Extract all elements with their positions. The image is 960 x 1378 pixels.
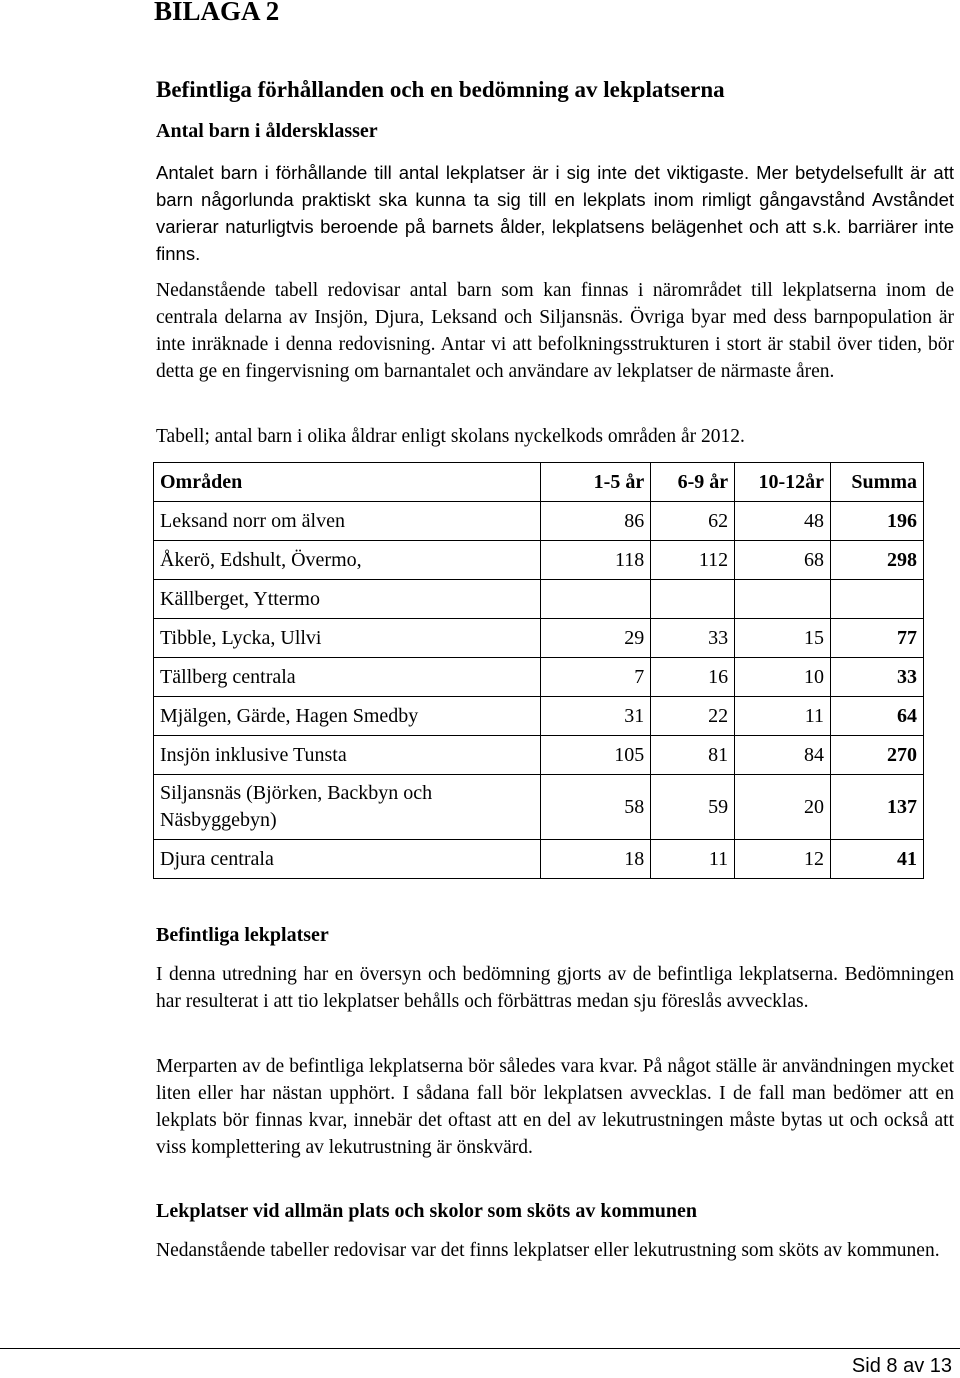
area-cell: Källberget, Yttermo	[154, 580, 541, 619]
age-1-5-cell: 86	[541, 502, 651, 541]
age-6-9-cell: 11	[651, 840, 735, 879]
table-description-paragraph: Nedanstående tabell redovisar antal barn som kan finnas i närområdet till lekplatserna inom de centrala delarna av Insjön, Djura, Leksand och Siljansnäs. Övriga byar med dess barnpopulation är inte inräknade i denna redovisning. Antar vi att befolkningsstrukturen i stort är stabil över tiden, bör detta ge en fingervisning om barnantalet och användare av lekplatser de närmaste åren.	[156, 280, 954, 382]
table-row	[154, 541, 924, 580]
age-10-12-cell: 10	[735, 658, 831, 697]
age-6-9-cell	[651, 580, 735, 619]
sum-cell	[831, 580, 924, 619]
header-age-10-12: 10-12år	[735, 463, 831, 502]
age-6-9-cell: 59	[651, 775, 735, 840]
existing-playgrounds-heading: Befintliga lekplatser	[156, 924, 329, 946]
area-cell: Tibble, Lycka, Ullvi	[154, 619, 541, 658]
age-1-5-cell: 118	[541, 541, 651, 580]
age-6-9-cell: 62	[651, 502, 735, 541]
table-header-row	[154, 463, 924, 502]
age-1-5-cell: 29	[541, 619, 651, 658]
age-10-12-cell: 12	[735, 840, 831, 879]
age-10-12-cell: 68	[735, 541, 831, 580]
age-6-9-cell: 112	[651, 541, 735, 580]
age-1-5-cell: 18	[541, 840, 651, 879]
sum-cell: 137	[831, 775, 924, 840]
table-caption: Tabell; antal barn i olika åldrar enligt skolans nyckelkods områden år 2012.	[156, 426, 745, 447]
age-10-12-cell: 11	[735, 697, 831, 736]
children-by-age-table	[153, 462, 924, 879]
sum-cell: 33	[831, 658, 924, 697]
area-cell: Djura centrala	[154, 840, 541, 879]
table-row	[154, 619, 924, 658]
sum-cell: 270	[831, 736, 924, 775]
age-10-12-cell: 48	[735, 502, 831, 541]
age-6-9-cell: 33	[651, 619, 735, 658]
age-10-12-cell: 84	[735, 736, 831, 775]
age-1-5-cell: 105	[541, 736, 651, 775]
appendix-title: BILAGA 2	[154, 0, 280, 26]
age-classes-heading: Antal barn i åldersklasser	[156, 120, 378, 142]
age-10-12-cell	[735, 580, 831, 619]
header-sum: Summa	[831, 463, 924, 502]
intro-paragraph: Antalet barn i förhållande till antal lekplatser är i sig inte det viktigaste. Mer betydelsefullt är att barn någorlunda praktiskt ska kunna ta sig till en lekplats inom rimligt gångavstånd Avståndet varierar naturligtvis beroende på barnets ålder, lekplatsens belägenhet och att s.k. barriärer inte finns.	[156, 162, 954, 264]
area-cell: Mjälgen, Gärde, Hagen Smedby	[154, 697, 541, 736]
table-row	[154, 658, 924, 697]
header-areas: Områden	[154, 463, 541, 502]
area-cell: Siljansnäs (Björken, Backbyn och Näsbyggebyn)	[154, 775, 541, 840]
age-1-5-cell: 58	[541, 775, 651, 840]
table-row	[154, 502, 924, 541]
table-row	[154, 840, 924, 879]
sum-cell: 196	[831, 502, 924, 541]
area-cell: Åkerö, Edshult, Övermo,	[154, 541, 541, 580]
area-cell: Tällberg centrala	[154, 658, 541, 697]
table-row	[154, 580, 924, 619]
age-1-5-cell: 31	[541, 697, 651, 736]
age-6-9-cell: 16	[651, 658, 735, 697]
footer-divider	[0, 1348, 960, 1349]
header-age-6-9: 6-9 år	[651, 463, 735, 502]
existing-paragraph-2: Merparten av de befintliga lekplatserna bör således vara kvar. På något ställe är användningen mycket liten eller har nästan upphört. I sådana fall bör lekplatsen avvecklas. I de fall man bedömer att en lekplats bör finnas kvar, innebär det oftast att en del av lekutrustningen måste bytas ut och också att viss komplettering av lekutrustning är önskvärd.	[156, 1056, 954, 1158]
table-row	[154, 775, 924, 840]
sum-cell: 77	[831, 619, 924, 658]
existing-paragraph-1: I denna utredning har en översyn och bedömning gjorts av de befintliga lekplatserna. Bedömningen har resulterat i att tio lekplatser behålls och förbättras medan sju föreslås avvecklas.	[156, 964, 954, 1012]
age-1-5-cell: 7	[541, 658, 651, 697]
page-number: Sid 8 av 13	[851, 1355, 952, 1377]
sum-cell: 64	[831, 697, 924, 736]
age-6-9-cell: 22	[651, 697, 735, 736]
header-age-1-5: 1-5 år	[541, 463, 651, 502]
table-row	[154, 736, 924, 775]
main-heading: Befintliga förhållanden och en bedömning av lekplatserna	[156, 77, 725, 102]
table-row	[154, 697, 924, 736]
area-cell: Leksand norr om älven	[154, 502, 541, 541]
age-10-12-cell: 20	[735, 775, 831, 840]
age-1-5-cell	[541, 580, 651, 619]
sum-cell: 298	[831, 541, 924, 580]
age-10-12-cell: 15	[735, 619, 831, 658]
public-playgrounds-heading: Lekplatser vid allmän plats och skolor som sköts av kommunen	[156, 1200, 698, 1222]
public-paragraph: Nedanstående tabeller redovisar var det finns lekplatser eller lekutrustning som sköts av kommunen.	[156, 1240, 940, 1261]
age-6-9-cell: 81	[651, 736, 735, 775]
sum-cell: 41	[831, 840, 924, 879]
area-cell: Insjön inklusive Tunsta	[154, 736, 541, 775]
